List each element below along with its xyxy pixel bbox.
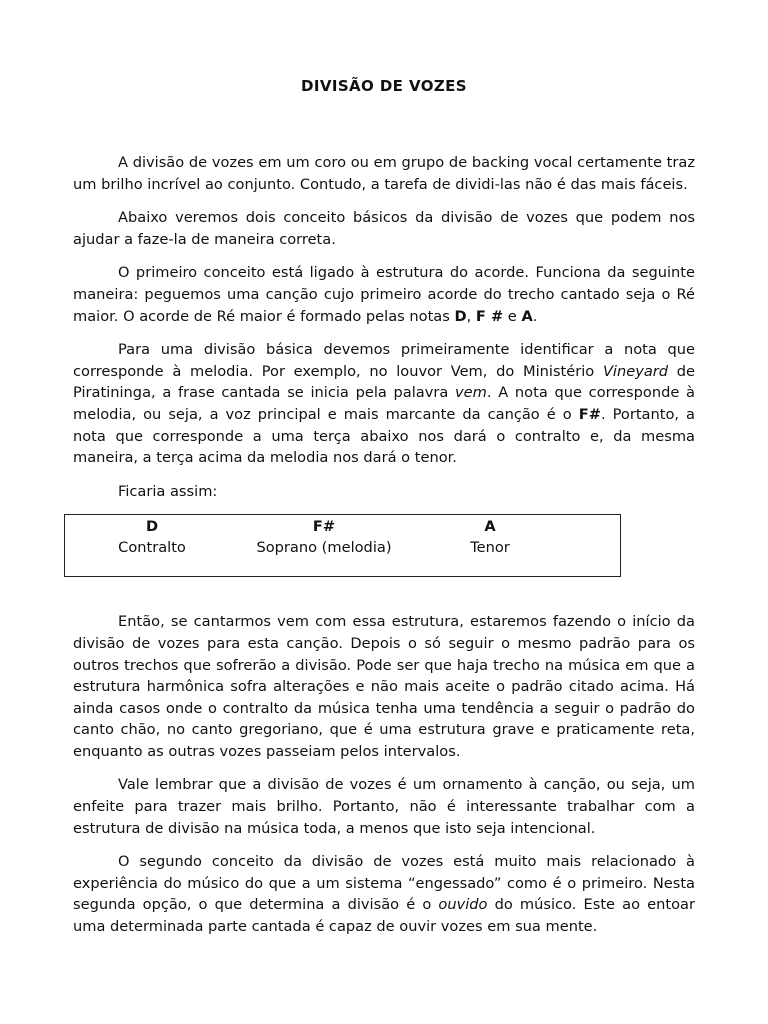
note-a: A <box>521 307 533 325</box>
paragraph-reminder: Vale lembrar que a divisão de vozes é um ornamento à canção, ou seja, um enfeite para trazer mais brilho. Portanto, não é interessante trabalhar com a estrutura de divisão na música toda, a menos que isto seja intencional. <box>73 776 695 837</box>
note-label: A <box>484 518 496 536</box>
voice-label: Soprano (melodia) <box>256 539 392 557</box>
paragraph-text: do músico. Este ao entoar uma determinada parte cantada é capaz de ouvir vozes em sua mente. <box>73 896 695 936</box>
note-d: D <box>454 307 467 325</box>
italic-ouvido: ouvido <box>438 896 488 914</box>
italic-vineyard: Vineyard <box>602 362 669 380</box>
paragraph-example <box>73 339 695 469</box>
column-contralto <box>107 516 197 558</box>
paragraph-intro: A divisão de vozes em um coro ou em grupo de backing vocal certamente traz um brilho incrível ao conjunto. Contudo, a tarefa de dividi-las não é das mais fáceis. <box>73 154 695 193</box>
voice-label: Contralto <box>118 539 186 557</box>
paragraph-text: Para uma divisão básica devemos primeiramente identificar a nota que corresponde à melodia. Por exemplo, no louvor Vem, do Ministério <box>73 341 695 380</box>
paragraph-then: Então, se cantarmos vem com essa estrutura, estaremos fazendo o início da divisão de vozes para esta canção. Depois o só seguir o mesmo padrão para os outros trechos que sofrerão a divisão. Pode ser que haja trecho na música em que a estrutura harmônica sofra alterações e não mais aceite o padrão citado acima. Há ainda casos onde o contralto da música tenha uma tendência a seguir o padrão do canto chão, no canto gregoriano, que é uma estrutura grave e praticamente reta, enquanto as outras vozes passeiam pelos intervalos. <box>73 613 695 760</box>
document-title: DIVISÃO DE VOZES <box>301 77 467 95</box>
italic-vem: vem <box>455 384 487 402</box>
note-f-sharp: F # <box>475 307 504 325</box>
paragraph-ficaria: Ficaria assim: <box>118 482 218 500</box>
voice-label: Tenor <box>470 539 510 557</box>
separator: e <box>503 307 522 325</box>
column-soprano <box>249 516 399 558</box>
paragraph-text: O primeiro conceito está ligado à estrutura do acorde. Funciona da seguinte maneira: peguemos uma canção cujo primeiro acorde do trecho cantado seja o Ré maior. O acorde de Ré maior é formado pelas notas <box>73 264 695 325</box>
voice-division-table <box>64 514 621 577</box>
period: . <box>532 307 538 325</box>
separator: , <box>466 307 476 325</box>
paragraph-first-concept <box>73 262 695 327</box>
paragraph-text: O segundo conceito da divisão de vozes está muito mais relacionado à experiência do músico do que a um sistema “engessado” como é o primeiro. Nesta segunda opção, o que determina a divisão é o <box>73 853 695 914</box>
paragraph-text: de Piratininga, a frase cantada se inicia pela palavra <box>73 362 695 402</box>
column-tenor <box>445 516 535 558</box>
paragraph-second-concept <box>73 851 695 937</box>
note-label: F# <box>312 518 336 536</box>
note-f-sharp-bold: F# <box>578 405 601 423</box>
paragraph-concepts: Abaixo veremos dois conceito básicos da divisão de vozes que podem nos ajudar a faze-la de maneira correta. <box>73 209 695 248</box>
paragraph-text: . A nota que corresponde à melodia, ou seja, a voz principal e mais marcante da canção é o <box>73 384 695 423</box>
paragraph-text: . Portanto, a nota que corresponde a uma terça abaixo nos dará o contralto e, da mesma maneira, a terça acima da melodia nos dará o tenor. <box>73 405 695 467</box>
note-label: D <box>145 518 159 536</box>
